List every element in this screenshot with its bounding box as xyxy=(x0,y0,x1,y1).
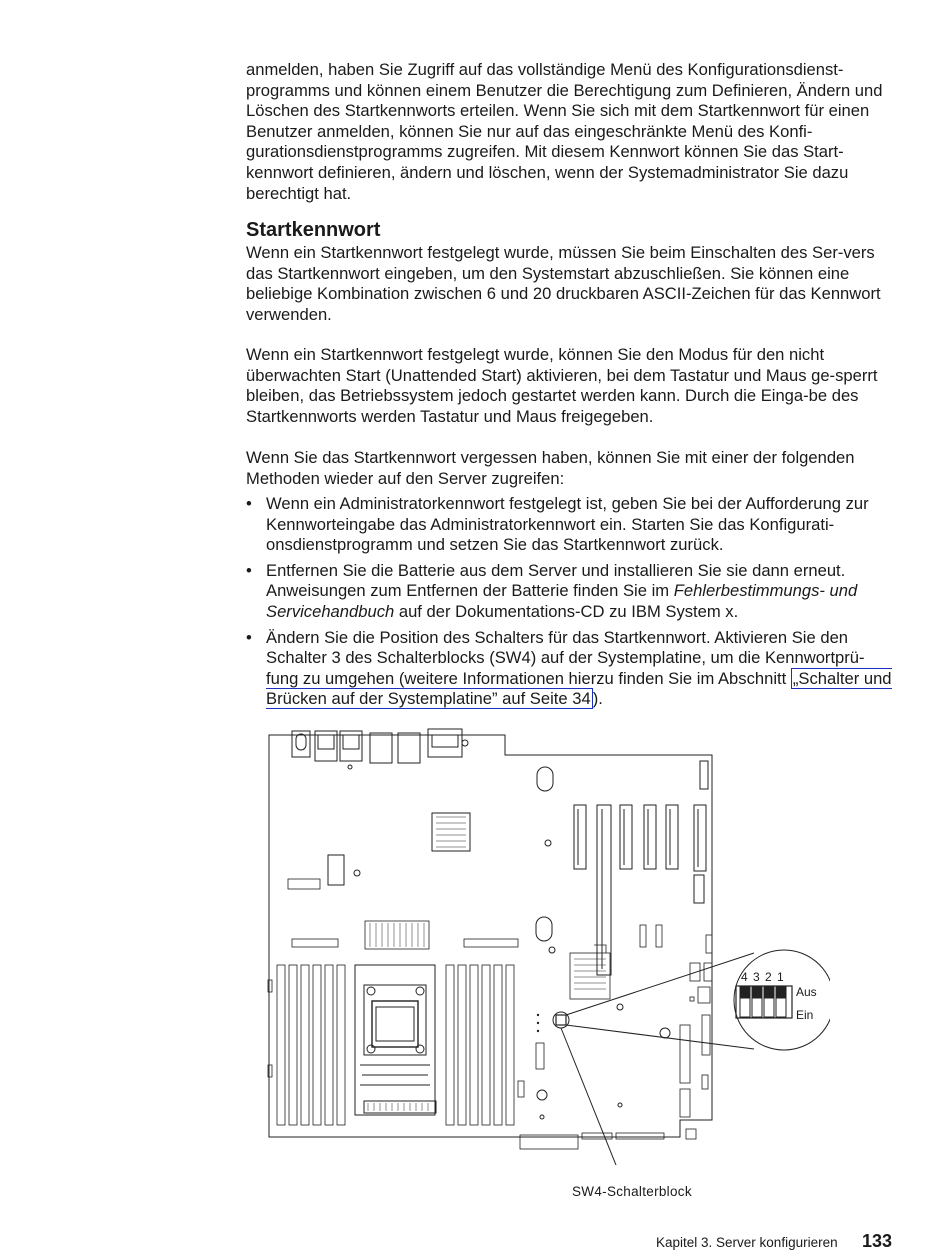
manual-title: Fehlerbestimmungs- und Servicehandbuch xyxy=(266,581,858,621)
dimm-slots-left xyxy=(277,965,345,1125)
chipset-heatsink xyxy=(432,813,470,851)
sw4-magnified-view xyxy=(734,950,830,1050)
switch-label-on: Ein xyxy=(796,1008,814,1022)
list-item xyxy=(246,561,896,623)
caption-leader-line xyxy=(561,1028,622,1165)
paragraph-unattended-start: Wenn ein Startkennwort festgelegt wurde, können Sie den Modus für den nicht überwachten Start (Unattended Start) aktivieren, bei dem Tastatur und Maus ge-sperrt bleiben, das Betriebssystem jedoch gestartet werden kann. Durch die Einga-be des Startkennworts werden Tastatur und Maus freigegeben. xyxy=(246,345,878,426)
lower-right-connectors xyxy=(518,1014,710,1149)
system-board-diagram xyxy=(260,725,830,1165)
footer-chapter: Kapitel 3. Server konfigurieren xyxy=(656,1235,838,1250)
board-outline xyxy=(269,735,712,1137)
switch-number-1: 1 xyxy=(777,970,784,984)
recovery-methods-list xyxy=(246,494,896,715)
bullet-text: Entfernen Sie die Batterie aus dem Server und installieren Sie sie dann erneut. Anweisungen zum Entfernen der Batterie finden Sie im xyxy=(266,560,846,601)
bullet-text: ). xyxy=(592,689,603,709)
mounting-holes xyxy=(328,767,670,1119)
switch-number-3: 3 xyxy=(753,970,760,984)
bullet-text: Wenn ein Administratorkennwort festgelegt ist, geben Sie bei der Aufforderung zur Kennworteingabe das Administratorkennwort ein. Starten Sie das Konfigurati-onsdienstprogramm und setzen Sie das Startkennwort zurück. xyxy=(266,494,869,555)
intro-paragraph: anmelden, haben Sie Zugriff auf das vollständige Menü des Konfigurationsdienst-programms und können einem Benutzer die Berechtigung zum Definieren, Ändern und Löschen des Startkennworts erteilen. Wenn Sie sich mit dem Startkennwort für einen Benutzer anmelden, können Sie nur auf das eingeschränkte Menü des Konfi-gurationsdienstprogramms zugreifen. Mit diesem Kennwort können Sie das Start-kennwort definieren, ändern und löschen, wenn der Systemadministrator Sie dazu berechtigt hat. xyxy=(246,60,883,203)
dimm-slots-right xyxy=(446,965,514,1125)
list-item xyxy=(246,628,896,710)
section-heading: Startkennwort xyxy=(246,219,381,241)
switch-number-4: 4 xyxy=(741,970,748,984)
paragraph-password-entry: Wenn ein Startkennwort festgelegt wurde, müssen Sie beim Einschalten des Ser-vers das Startkennwort eingeben, um den Systemstart abzuschließen. Sie können eine beliebige Kombination zwischen 6 und 20 druckbaren ASCII-Zeichen für das Kennwort verwenden. xyxy=(246,243,881,324)
switch-label-off: Aus xyxy=(796,985,817,999)
sw4-switch-location xyxy=(556,1015,566,1025)
paragraph-forgotten-password: Wenn Sie das Startkennwort vergessen haben, können Sie mit einer der folgenden Methoden wieder auf den Server zugreifen: xyxy=(246,448,855,488)
bullet-text: Ändern Sie die Position des Schalters für das Startkennwort. Aktivieren Sie den Schalter 3 des Schalterblocks (SW4) auf der Systemplatine, um die Kennwortprü-fung zu umgehen (weitere Informationen hierzu finden Sie im Abschnitt xyxy=(266,627,865,688)
page-number: 133 xyxy=(862,1231,893,1251)
list-item xyxy=(246,494,896,556)
cross-reference-link[interactable]: „Schalter und Brücken auf der Systemplatine” auf Seite 34 xyxy=(266,668,892,709)
power-heatsink xyxy=(570,925,712,1003)
figure-caption: SW4-Schalterblock xyxy=(572,1184,692,1199)
cpu-socket xyxy=(355,965,436,1115)
pci-slots xyxy=(574,761,708,975)
bullet-text: auf der Dokumentations-CD zu IBM System x. xyxy=(394,601,739,621)
switch-number-2: 2 xyxy=(765,970,772,984)
